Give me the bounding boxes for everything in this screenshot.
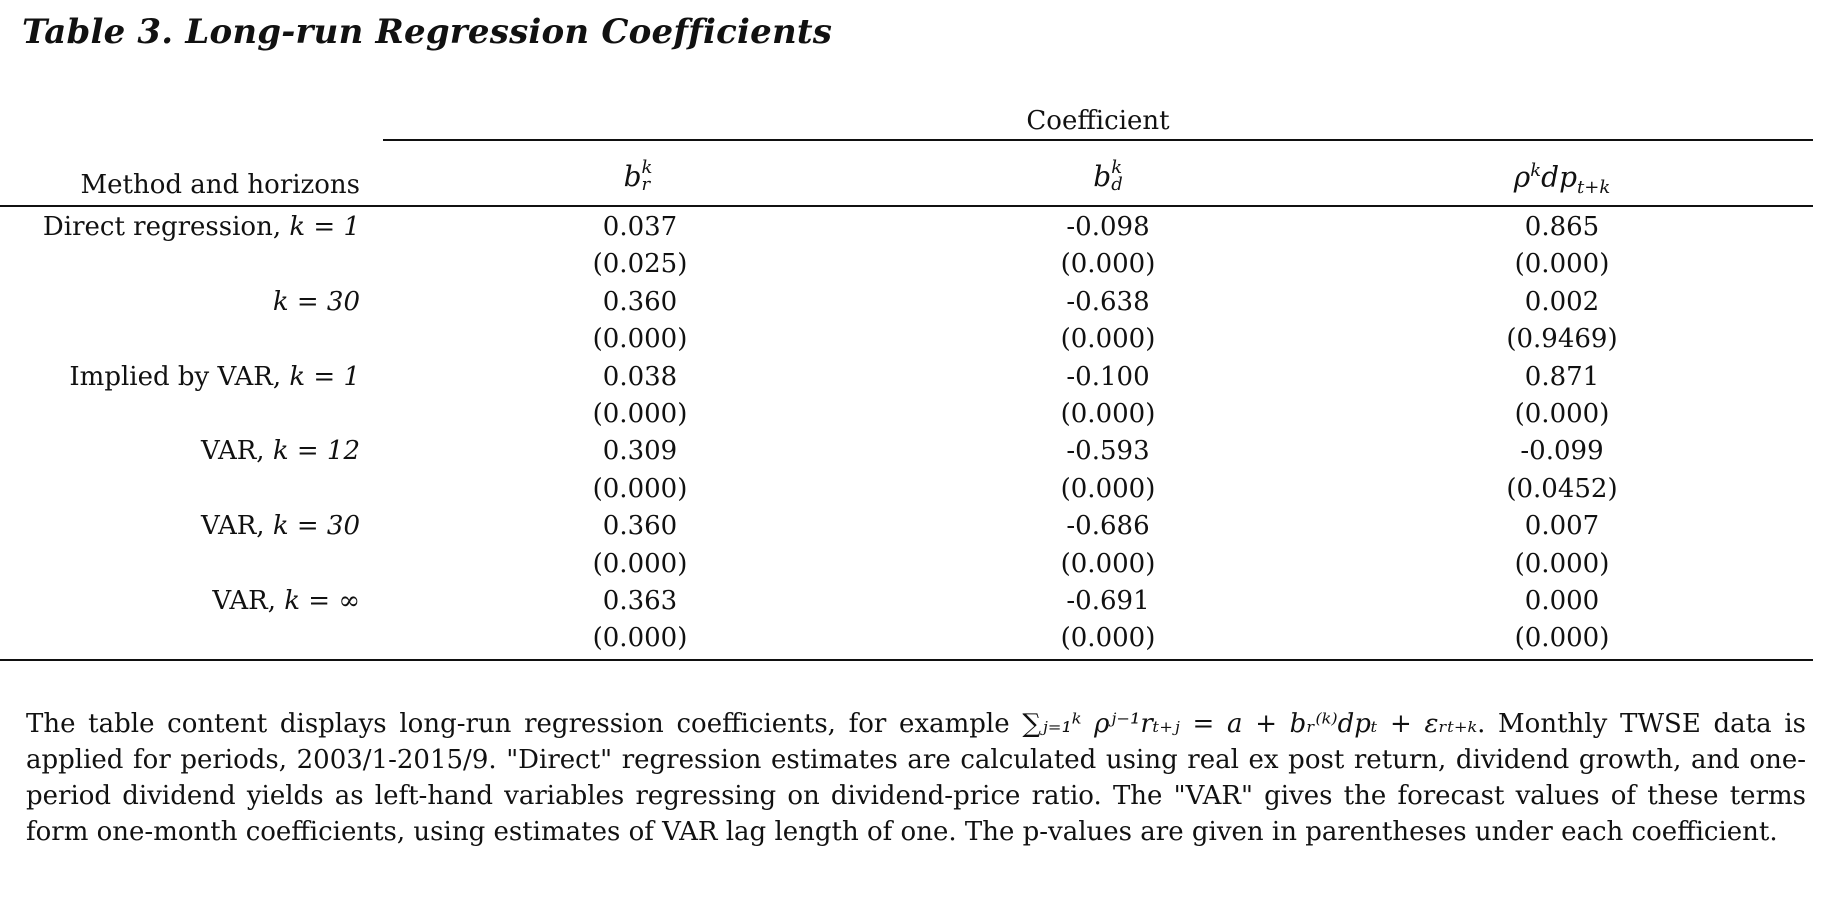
header-rule: [0, 205, 1813, 207]
pvalue-br: (0.000): [592, 548, 688, 579]
pvalue-br: (0.000): [592, 473, 688, 504]
pvalue-rho-dp: (0.000): [1514, 399, 1610, 429]
row-label: VAR, k = ∞: [212, 586, 360, 616]
pvalue-bd: (0.000): [1060, 548, 1156, 579]
coef-br-value: 0.309: [602, 436, 678, 467]
pvalue-bd: (0.000): [1060, 623, 1156, 654]
column-header-rho-dp: $\rho^kdp_{t+k}$: [1513, 160, 1611, 198]
coef-bd-value: -0.593: [1066, 436, 1150, 467]
coef-rho-dp-value: 0.000: [1524, 586, 1600, 616]
pvalue-rho-dp: (0.9469): [1506, 324, 1618, 355]
table-row: [0, 586, 1826, 624]
coef-br-value: 0.038: [602, 361, 678, 392]
table-note: The table content displays long-run regression coefficients, for example ∑ⱼ₌₁ᵏ ρʲ⁻¹rₜ₊ⱼ = a + bᵣ⁽ᵏ⁾dpₜ + εᵣₜ₊ₖ. Monthly TWSE data is applied for periods, 2003/1-2015/9. "Direct" regression estimates are calculated using real ex post return, dividend growth, and one-period dividend yields as left-hand variables regressing on dividend-price ratio. The "VAR" gives the forecast values of these terms form one-month coefficients, using estimates of VAR lag length of one. The p-values are given in parentheses under each coefficient.: [26, 709, 1806, 847]
coef-bd-value: -0.691: [1066, 586, 1150, 616]
note-formula: ∑ⱼ₌₁ᵏ ρʲ⁻¹rₜ₊ⱼ = a + bᵣ⁽ᵏ⁾dpₜ + εᵣₜ₊ₖ: [1022, 709, 1478, 739]
coef-br-value: 0.360: [602, 286, 678, 317]
table-row: [0, 511, 1826, 549]
pvalue-rho-dp: (0.000): [1514, 249, 1610, 280]
method-header: Method and horizons: [80, 170, 360, 200]
row-label: VAR, k = 30: [200, 511, 360, 542]
row-label: Implied by VAR, k = 1: [69, 361, 360, 392]
pvalue-br: (0.000): [592, 399, 688, 429]
coef-bd-value: -0.100: [1066, 361, 1150, 392]
pvalue-rho-dp: (0.000): [1514, 623, 1610, 654]
pvalue-br: (0.000): [592, 623, 688, 654]
table-title: Table 3. Long-run Regression Coefficients: [22, 12, 833, 52]
row-label: Direct regression, k = 1: [42, 212, 360, 242]
table-row-pvalues: [0, 474, 1826, 512]
table-row-pvalues: [0, 324, 1826, 362]
coef-bd-value: -0.686: [1066, 511, 1150, 542]
coefficient-header: Coefficient: [1026, 106, 1170, 136]
row-label: k = 30: [272, 286, 360, 317]
table-row-pvalues: [0, 623, 1826, 661]
pvalue-br: (0.025): [592, 249, 688, 280]
table-row: [0, 287, 1826, 325]
coefficient-rule: [383, 139, 1813, 141]
table-row: [0, 212, 1826, 250]
coef-br-value: 0.363: [602, 586, 678, 616]
coef-rho-dp-value: 0.007: [1524, 511, 1600, 542]
pvalue-rho-dp: (0.0452): [1506, 473, 1618, 504]
pvalue-rho-dp: (0.000): [1514, 548, 1610, 579]
pvalue-bd: (0.000): [1060, 399, 1156, 429]
coef-bd-value: -0.638: [1066, 286, 1150, 317]
pvalue-bd: (0.000): [1060, 249, 1156, 280]
table-row-pvalues: [0, 549, 1826, 587]
pvalue-bd: (0.000): [1060, 473, 1156, 504]
pvalue-bd: (0.000): [1060, 324, 1156, 355]
coef-br-value: 0.037: [602, 212, 678, 242]
column-header-bd: b k d: [1093, 157, 1123, 195]
bottom-rule: [0, 659, 1813, 661]
coef-rho-dp-value: -0.099: [1520, 436, 1604, 467]
pvalue-br: (0.000): [592, 324, 688, 355]
table-row: [0, 362, 1826, 400]
coef-bd-value: -0.098: [1066, 212, 1150, 242]
coef-br-value: 0.360: [602, 511, 678, 542]
row-label: VAR, k = 12: [200, 436, 360, 467]
table-row-pvalues: [0, 249, 1826, 287]
coef-rho-dp-value: 0.865: [1524, 212, 1600, 242]
table-row-pvalues: [0, 399, 1826, 437]
table-row: [0, 436, 1826, 474]
coef-rho-dp-value: 0.002: [1524, 286, 1600, 317]
coef-rho-dp-value: 0.871: [1524, 361, 1600, 392]
column-header-br: b k r: [623, 157, 653, 195]
